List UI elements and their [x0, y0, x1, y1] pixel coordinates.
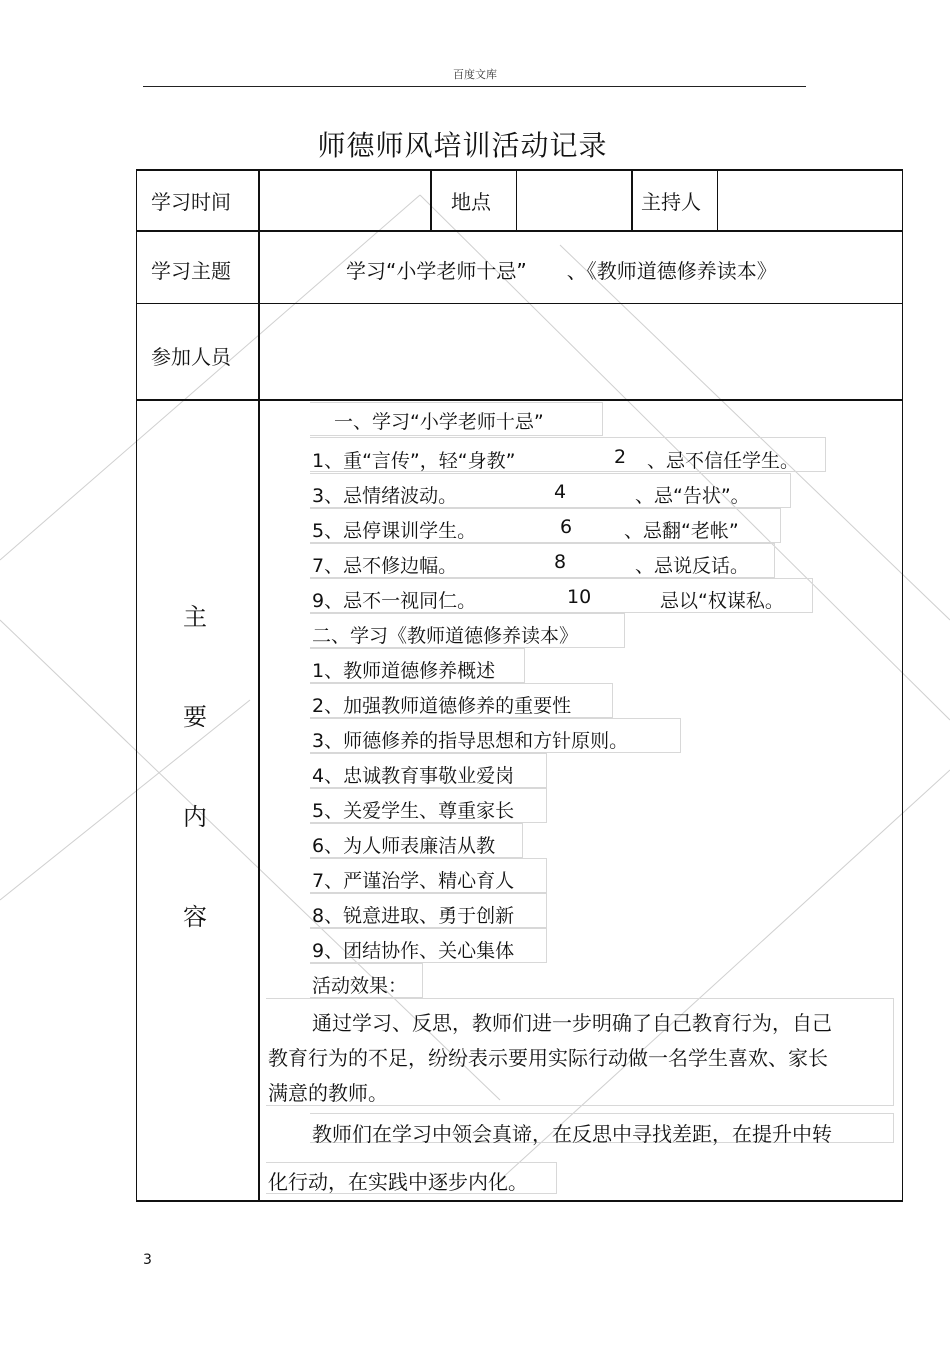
- study-topic-value: 学习“小学老师十忌” 、《教师道德修养读本》: [346, 259, 777, 283]
- taboo-3-right: 、忌翻“老帐”: [624, 520, 739, 542]
- taboo-4-num: 8: [554, 551, 567, 573]
- chapter-2: 2、加强教师道德修养的重要性: [312, 695, 572, 717]
- chapter-9: 9、团结协作、关心集体: [312, 940, 515, 962]
- taboo-2-right: 、忌“告状”。: [635, 485, 750, 507]
- page-number: 3: [143, 1252, 152, 1268]
- effect-label: 活动效果：: [312, 975, 408, 997]
- effect-p1-line-1: 通过学习、反思，教师们进一步明确了自己教育行为，自己: [312, 1011, 832, 1035]
- effect-p1-line-3: 满意的教师。: [268, 1081, 388, 1105]
- section1-heading: 一、学习“小学老师十忌”: [334, 411, 544, 433]
- label-study-time: 学习时间: [151, 190, 231, 214]
- chapter-3: 3、师德修养的指导思想和方针原则。: [312, 730, 629, 752]
- chapter-5: 5、关爱学生、尊重家长: [312, 800, 515, 822]
- document-title: 师德师风培训活动记录: [317, 129, 608, 162]
- label-study-topic: 学习主题: [151, 259, 231, 283]
- chapter-1: 1、教师道德修养概述: [312, 660, 496, 682]
- taboo-2-num: 4: [554, 481, 567, 503]
- chapter-4: 4、忠诚教育事敬业爱岗: [312, 765, 515, 787]
- taboo-5-left: 9、忌不一视同仁。: [312, 590, 477, 612]
- label-host: 主持人: [641, 190, 701, 214]
- label-main-content-char-3: 内: [183, 803, 207, 831]
- section2-heading: 二、学习《教师道德修养读本》: [312, 625, 579, 647]
- label-main-content-char-1: 主: [183, 603, 207, 631]
- taboo-3-num: 6: [560, 516, 573, 538]
- taboo-1-right: 、忌不信任学生。: [647, 450, 800, 472]
- effect-p2-line-1: 教师们在学习中领会真谛，在反思中寻找差距，在提升中转: [312, 1122, 832, 1146]
- taboo-1-left: 1、重“言传”，轻“身教”: [312, 450, 516, 472]
- chapter-7: 7、严谨治学、精心育人: [312, 870, 515, 892]
- taboo-1-num: 2: [614, 446, 627, 468]
- label-main-content-char-4: 容: [183, 903, 207, 931]
- label-participants: 参加人员: [151, 345, 231, 369]
- taboo-5-right: 忌以“权谋私。: [660, 590, 784, 612]
- chapter-6: 6、为人师表廉洁从教: [312, 835, 496, 857]
- page-header: 百度文库: [453, 68, 497, 81]
- taboo-3-left: 5、忌停课训学生。: [312, 520, 477, 542]
- label-main-content-char-2: 要: [183, 703, 207, 731]
- effect-p1-line-2: 教育行为的不足，纷纷表示要用实际行动做一名学生喜欢、家长: [268, 1046, 828, 1070]
- taboo-5-num: 10: [567, 586, 592, 608]
- taboo-4-left: 7、忌不修边幅。: [312, 555, 458, 577]
- effect-p2-line-2: 化行动，在实践中逐步内化。: [268, 1170, 528, 1194]
- chapter-8: 8、锐意进取、勇于创新: [312, 905, 515, 927]
- taboo-4-right: 、忌说反话。: [635, 555, 750, 577]
- taboo-2-left: 3、忌情绪波动。: [312, 485, 458, 507]
- label-location: 地点: [451, 190, 491, 214]
